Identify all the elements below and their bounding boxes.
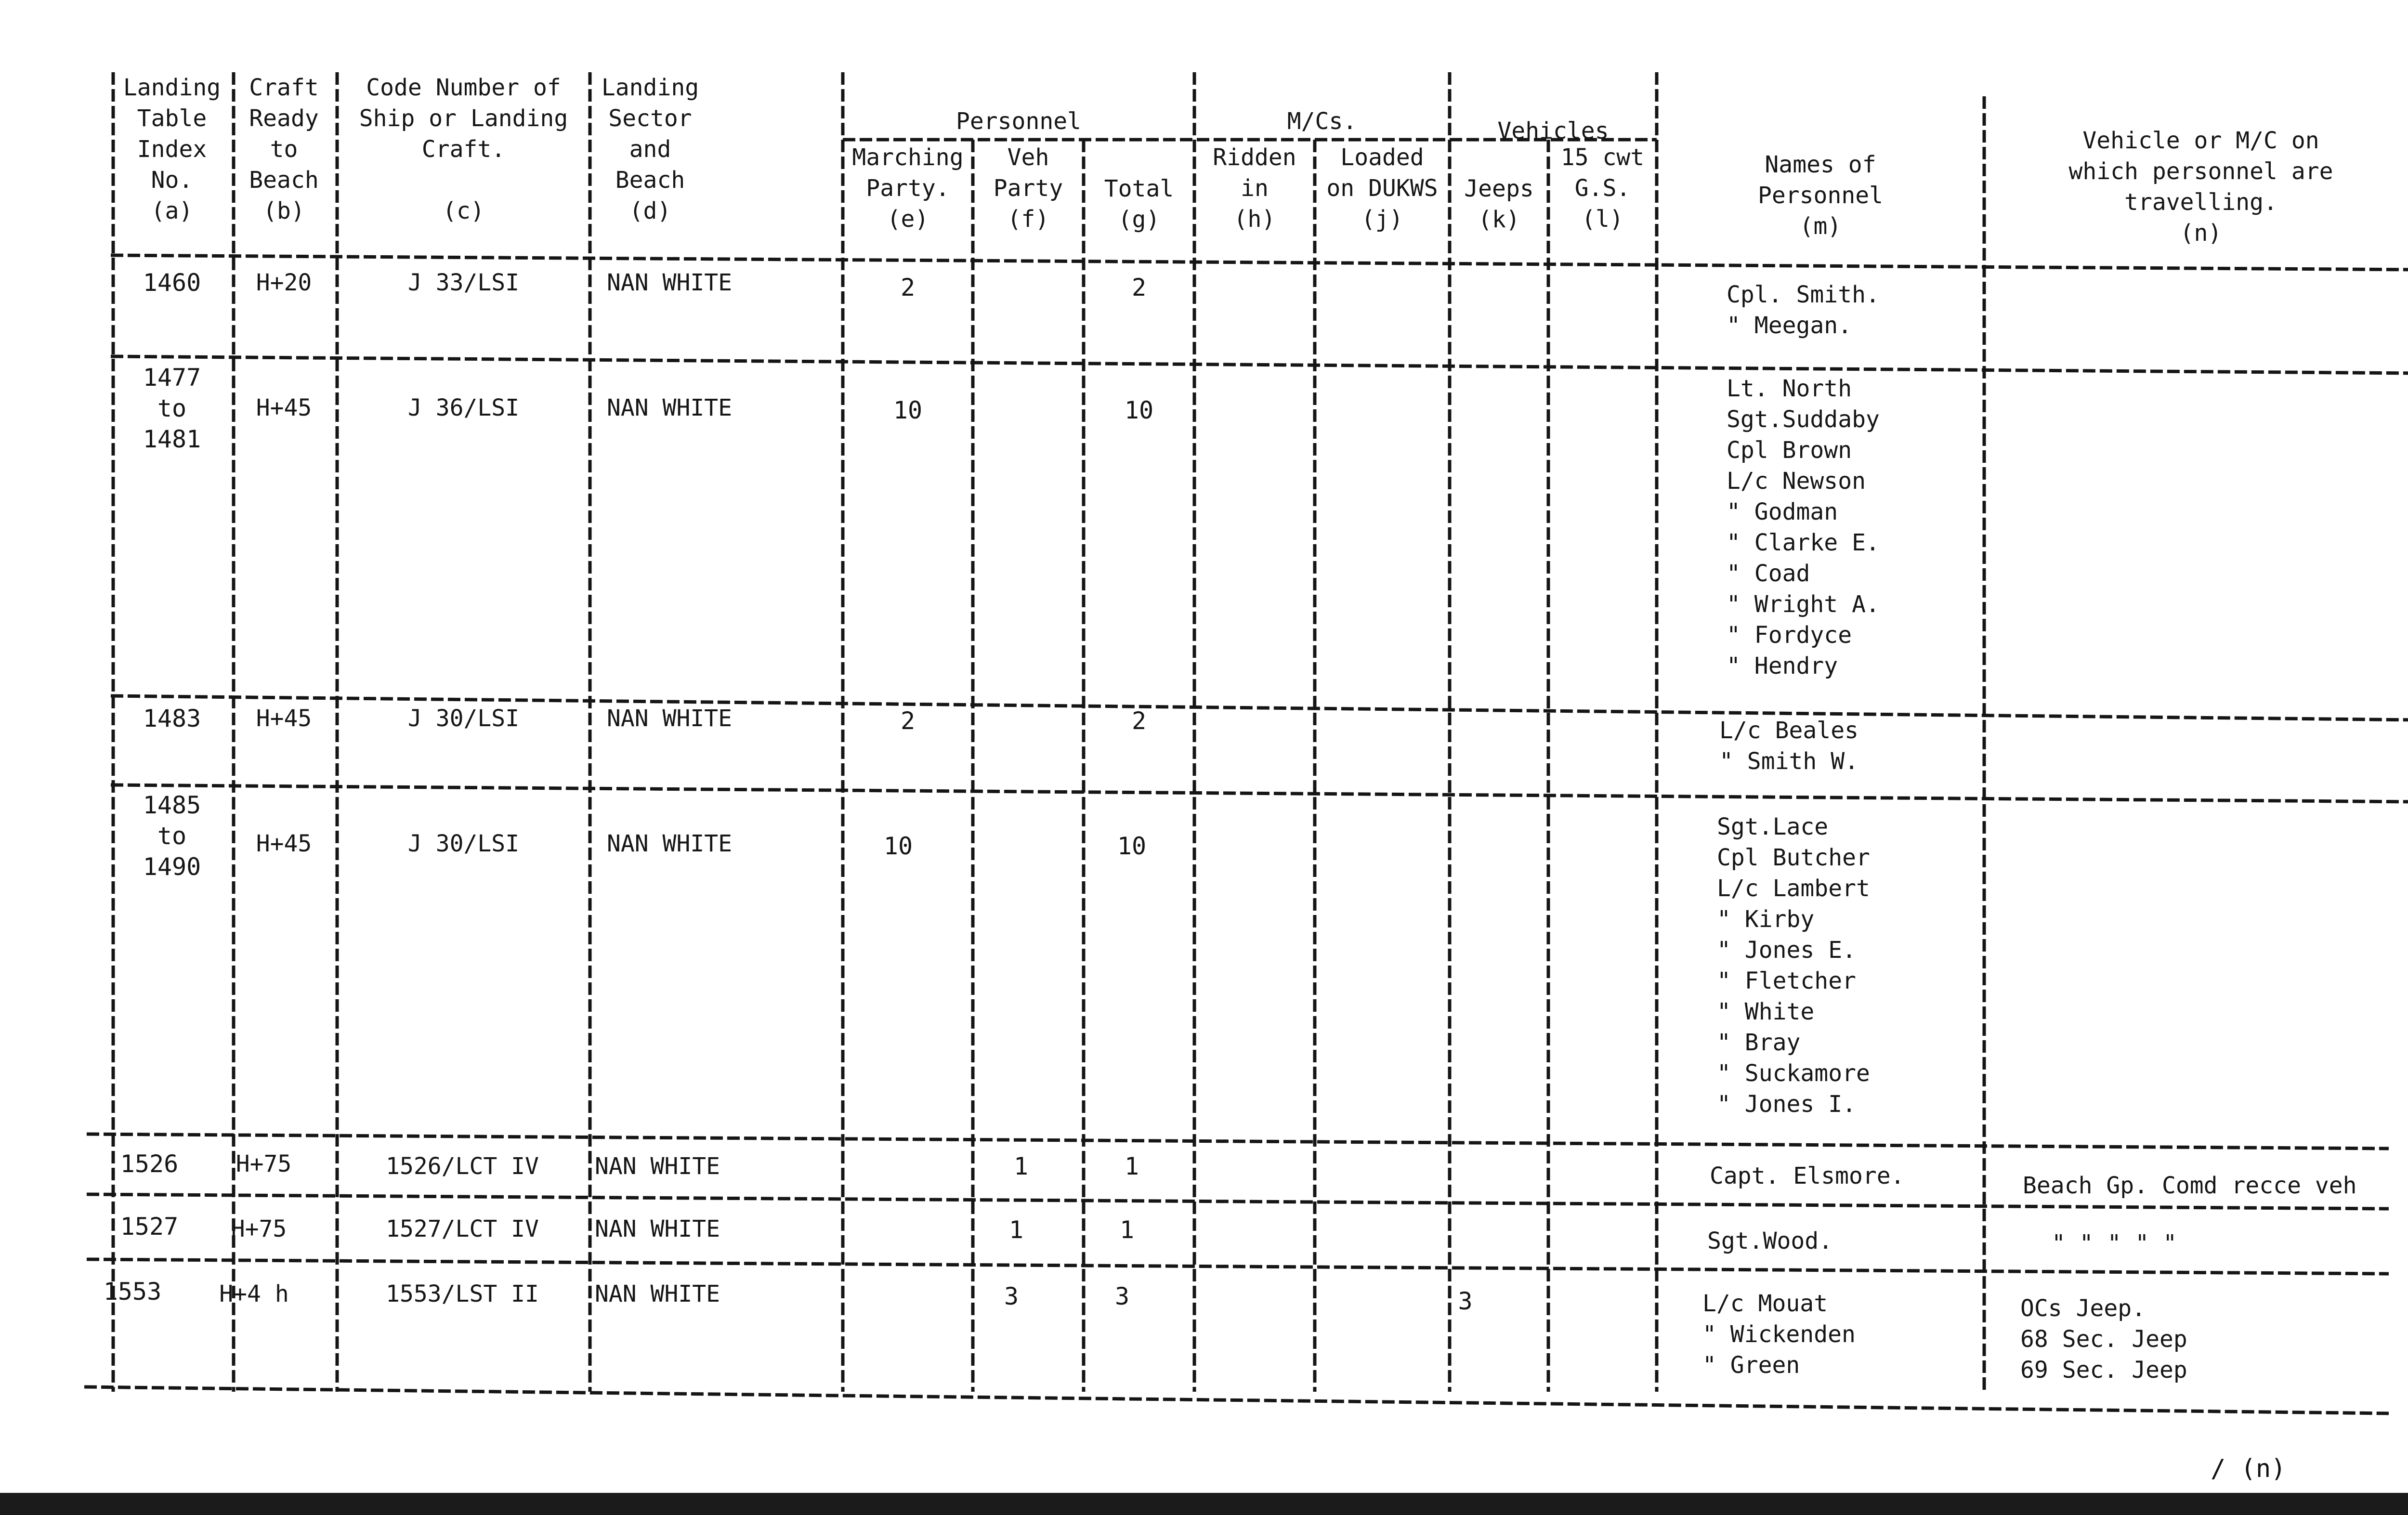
header-landing-sector-and-beach: Landing Sector and Beach (d): [601, 74, 699, 224]
row-6-ready: H+75: [231, 1215, 287, 1242]
row-1-sector: NAN WHITE: [606, 269, 733, 296]
row-3-total: 2: [1131, 707, 1147, 735]
header-15cwt-gs: 15 cwt G.S. (l): [1560, 144, 1645, 233]
header-total: Total (g): [1104, 175, 1174, 233]
row-3-sector: NAN WHITE: [606, 705, 733, 732]
row-7-names: L/c Mouat " Wickenden " Green: [1702, 1290, 1856, 1379]
row-5-index: 1526: [120, 1150, 179, 1178]
row-5-names: Capt. Elsmore.: [1710, 1162, 1905, 1189]
row-4-total: 10: [1117, 832, 1147, 860]
row-7-sector: NAN WHITE: [594, 1280, 720, 1307]
row-2-craft: J 36/LSI: [407, 394, 520, 421]
row-7-index: 1553: [103, 1278, 162, 1306]
header-veh-party: Veh Party (f): [993, 144, 1063, 233]
row-1-total: 2: [1131, 274, 1147, 301]
row-6-total: 1: [1119, 1216, 1135, 1244]
row-7-ready: H+4 h: [219, 1280, 289, 1307]
row-3-marching: 2: [900, 707, 916, 735]
row-1-marching: 2: [900, 274, 916, 301]
row-5-sector: NAN WHITE: [594, 1153, 720, 1180]
header-names-of-personnel: Names of Personnel (m): [1757, 151, 1884, 240]
row-5-veh: 1: [1013, 1152, 1029, 1180]
row-5-craft: 1526/LCT IV: [386, 1153, 539, 1180]
row-6-sector: NAN WHITE: [594, 1215, 720, 1242]
page-reference: / (n): [2211, 1454, 2286, 1483]
row-7-craft: 1553/LST II: [386, 1280, 539, 1307]
row-7-vehicle: OCs Jeep. 68 Sec. Jeep 69 Sec. Jeep: [2020, 1295, 2187, 1384]
row-7-total: 3: [1114, 1282, 1130, 1310]
header-loaded-on-dukws: Loaded on DUKWS (j): [1326, 144, 1438, 233]
row-1-names: Cpl. Smith. " Meegan.: [1727, 281, 1880, 339]
header-landing-table-index: Landing Table Index No. (a): [123, 74, 221, 224]
row-5-total: 1: [1124, 1152, 1139, 1180]
row-1-ready: H+20: [256, 269, 312, 296]
row-6-names: Sgt.Wood.: [1707, 1228, 1833, 1254]
row-4-names: Sgt.Lace Cpl Butcher L/c Lambert " Kirby " Jones E. " Fletcher " White " Bray " Suckamore " Jones I.: [1717, 813, 1870, 1118]
row-2-marching: 10: [893, 396, 923, 424]
header-ridden-in: Ridden in (h): [1213, 144, 1296, 233]
row-2-total: 10: [1124, 396, 1154, 424]
header-craft-ready-to-beach: Craft Ready to Beach (b): [249, 74, 319, 224]
row-7-veh: 3: [1004, 1282, 1019, 1310]
row-6-index: 1527: [120, 1213, 179, 1241]
header-jeeps: Jeeps (k): [1464, 175, 1534, 233]
row-1-index: 1460: [143, 269, 201, 297]
row-6-craft: 1527/LCT IV: [386, 1215, 539, 1242]
header-marching-party: Marching Party. (e): [852, 144, 964, 233]
row-7-jeeps: 3: [1458, 1287, 1473, 1315]
header-vehicle-or-mc: Vehicle or M/C on which personnel are travelling. (n): [2068, 127, 2333, 247]
row-2-index: 1477 to 1481: [143, 364, 201, 453]
row-6-veh: 1: [1008, 1216, 1024, 1244]
row-5-ready: H+75: [236, 1150, 292, 1177]
row-5-vehicle: Beach Gp. Comd recce veh: [2023, 1172, 2357, 1199]
row-6-vehicle: " " " " ": [2052, 1230, 2177, 1257]
row-4-index: 1485 to 1490: [143, 791, 201, 881]
row-3-craft: J 30/LSI: [407, 705, 520, 732]
row-2-sector: NAN WHITE: [606, 394, 733, 421]
row-1-craft: J 33/LSI: [407, 269, 520, 296]
scan-bottom-edge: [0, 1493, 2408, 1515]
row-4-ready: H+45: [256, 830, 312, 857]
row-3-names: L/c Beales " Smith W.: [1719, 717, 1858, 775]
row-4-craft: J 30/LSI: [407, 830, 520, 857]
header-code-number-of-craft: Code Number of Ship or Landing Craft. (c): [359, 74, 568, 224]
row-3-index: 1483: [143, 705, 201, 732]
header-group-motorcycles: M/Cs.: [1287, 108, 1357, 135]
row-2-ready: H+45: [256, 394, 312, 421]
row-4-marching: 10: [883, 832, 913, 860]
header-group-personnel: Personnel: [955, 108, 1082, 135]
row-4-sector: NAN WHITE: [606, 830, 733, 857]
header-group-vehicles: Vehicles: [1497, 118, 1609, 144]
row-2-names: Lt. North Sgt.Suddaby Cpl Brown L/c Newson " Godman " Clarke E. " Coad " Wright A. " Fordyce " Hendry: [1727, 375, 1880, 679]
row-3-ready: H+45: [256, 705, 312, 732]
